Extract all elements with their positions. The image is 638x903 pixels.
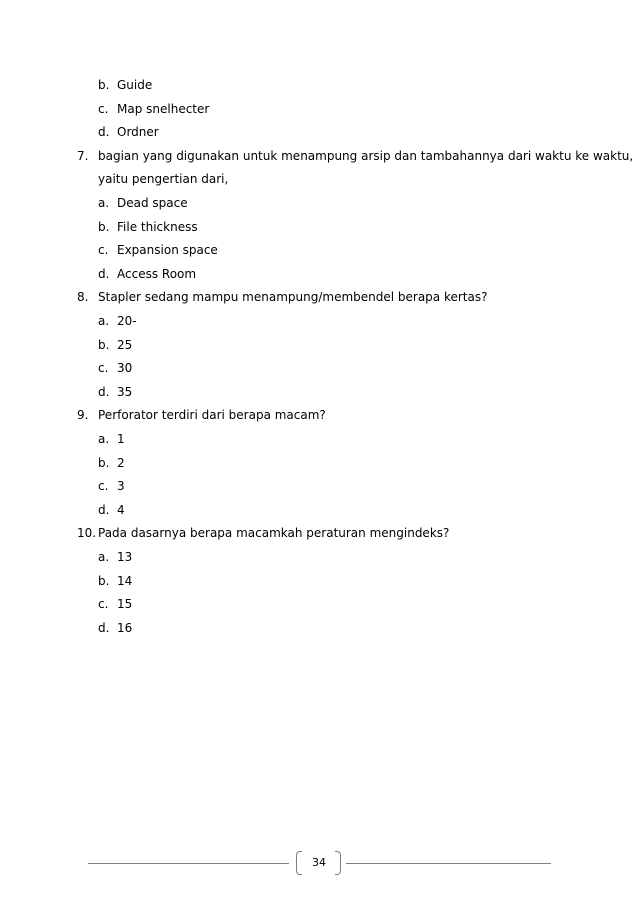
footer-divider-left	[88, 863, 289, 864]
question-text: Pada dasarnya berapa macamkah peraturan mengindeks?	[98, 526, 450, 540]
option-text: 20-	[117, 314, 137, 328]
question-text: Stapler sedang mampu menampung/membendel berapa kertas?	[98, 290, 488, 304]
option-letter: a.	[98, 314, 110, 328]
question-text: bagian yang digunakan untuk menampung arsip dan tambahannya dari waktu ke waktu,	[98, 149, 634, 163]
option-letter: a.	[98, 432, 110, 446]
option-letter: b.	[98, 456, 110, 470]
option-letter: b.	[98, 338, 110, 352]
option-text: 25	[117, 338, 133, 352]
question-number: 7.	[77, 149, 89, 163]
footer-divider-right	[346, 863, 551, 864]
option-letter: b.	[98, 220, 110, 234]
question-number: 10.	[77, 526, 97, 540]
option-text: Map snelhecter	[117, 102, 210, 116]
option-text: 16	[117, 621, 133, 635]
option-text: Expansion space	[117, 243, 218, 257]
option-letter: d.	[98, 125, 110, 139]
option-text: Ordner	[117, 125, 159, 139]
question-number: 8.	[77, 290, 89, 304]
option-text: Guide	[117, 78, 153, 92]
option-text: Dead space	[117, 196, 188, 210]
option-text: File thickness	[117, 220, 198, 234]
page-number-bracket-left	[296, 851, 302, 875]
option-text: 15	[117, 597, 133, 611]
option-letter: c.	[98, 479, 109, 493]
option-text: 30	[117, 361, 133, 375]
option-letter: c.	[98, 361, 109, 375]
option-letter: c.	[98, 597, 109, 611]
option-letter: d.	[98, 621, 110, 635]
page-number-bracket-right	[335, 851, 341, 875]
page-number: 34	[312, 856, 326, 869]
option-letter: c.	[98, 243, 109, 257]
question-text: Perforator terdiri dari berapa macam?	[98, 408, 326, 422]
option-text: 4	[117, 503, 125, 517]
option-text: 13	[117, 550, 133, 564]
question-text: yaitu pengertian dari,	[98, 172, 229, 186]
option-text: 35	[117, 385, 133, 399]
option-letter: b.	[98, 78, 110, 92]
option-letter: d.	[98, 385, 110, 399]
option-text: 2	[117, 456, 125, 470]
option-letter: c.	[98, 102, 109, 116]
option-text: 3	[117, 479, 125, 493]
option-text: Access Room	[117, 267, 197, 281]
option-letter: b.	[98, 574, 110, 588]
option-letter: a.	[98, 196, 110, 210]
option-letter: a.	[98, 550, 110, 564]
option-letter: d.	[98, 267, 110, 281]
question-number: 9.	[77, 408, 89, 422]
option-text: 14	[117, 574, 133, 588]
option-letter: d.	[98, 503, 110, 517]
option-text: 1	[117, 432, 125, 446]
